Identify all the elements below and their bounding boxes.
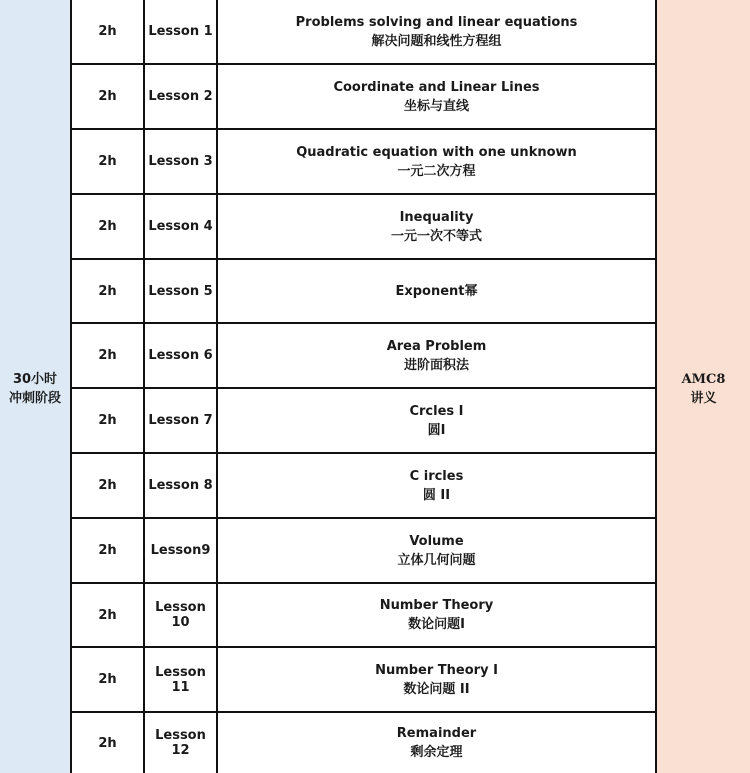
topic-title-zh: 剩余定理	[410, 745, 463, 760]
topic-title-en: Problems solving and linear equations	[295, 14, 578, 30]
hours-cell: 2h	[72, 65, 145, 128]
hours-cell: 2h	[72, 324, 145, 387]
lesson-cell: Lesson 4	[145, 195, 218, 258]
lesson-cell: Lesson 8	[145, 454, 218, 517]
topic-cell	[218, 65, 655, 128]
table-row	[72, 260, 655, 324]
material-column	[657, 0, 750, 773]
table-row	[72, 454, 655, 519]
topic-cell	[218, 130, 655, 193]
lesson-cell: Lesson 11	[145, 648, 218, 711]
hours-cell: 2h	[72, 195, 145, 258]
table-row	[72, 0, 655, 65]
hours-cell: 2h	[72, 389, 145, 452]
topic-title-zh: 进阶面积法	[403, 357, 469, 373]
stage-label-line1: 30小时	[12, 372, 58, 387]
lesson-cell: Lesson9	[145, 519, 218, 582]
lesson-cell: Lesson 12	[145, 713, 218, 773]
topic-cell	[218, 260, 655, 322]
hours-cell: 2h	[72, 584, 145, 646]
table-row	[72, 195, 655, 260]
topic-title-en: Remainder	[396, 726, 477, 741]
topic-cell	[218, 324, 655, 387]
topic-cell	[218, 648, 655, 711]
topic-cell	[218, 713, 655, 773]
topic-title-en: C ircles	[409, 468, 464, 484]
topic-title-zh: 坐标与直线	[403, 98, 469, 114]
topic-title-en: Volume	[409, 533, 464, 549]
lesson-cell: Lesson 5	[145, 260, 218, 322]
topic-title-zh: 一元一次不等式	[390, 228, 482, 244]
topic-title-zh: 数论问题I	[408, 617, 465, 632]
topic-cell	[218, 584, 655, 646]
hours-cell: 2h	[72, 260, 145, 322]
table-row	[72, 324, 655, 389]
topic-title-zh: 解决问题和线性方程组	[371, 33, 502, 49]
stage-label-line2: 冲刺阶段	[8, 391, 61, 406]
table-row	[72, 584, 655, 648]
topic-cell	[218, 519, 655, 582]
topic-title-en: Crcles I	[409, 403, 464, 419]
topic-cell	[218, 195, 655, 258]
hours-cell: 2h	[72, 713, 145, 773]
topic-cell	[218, 454, 655, 517]
table-row	[72, 130, 655, 195]
table-row	[72, 648, 655, 713]
topic-title-en: Inequality	[399, 209, 474, 225]
table-row	[72, 519, 655, 584]
hours-cell: 2h	[72, 519, 145, 582]
topic-cell	[218, 0, 655, 63]
lesson-cell: Lesson 6	[145, 324, 218, 387]
material-label-line1: AMC8	[681, 372, 726, 387]
topic-cell	[218, 389, 655, 452]
topic-title-zh: 立体几何问题	[397, 552, 476, 568]
topic-title-zh: 圆I	[427, 422, 446, 438]
topic-title-en: Area Problem	[386, 338, 487, 354]
topic-title-en: Number Theory	[379, 598, 494, 613]
table-row	[72, 65, 655, 130]
topic-title-en: Exponent幂	[395, 283, 478, 299]
lesson-cell: Lesson 3	[145, 130, 218, 193]
hours-cell: 2h	[72, 130, 145, 193]
topic-title-en: Coordinate and Linear Lines	[333, 79, 540, 95]
hours-cell: 2h	[72, 454, 145, 517]
topic-title-zh: 数论问题 II	[403, 681, 470, 697]
hours-cell: 2h	[72, 648, 145, 711]
topic-title-en: Quadratic equation with one unknown	[296, 144, 577, 160]
hours-cell: 2h	[72, 0, 145, 63]
lesson-cell: Lesson 7	[145, 389, 218, 452]
topic-title-zh: 一元二次方程	[397, 163, 476, 179]
topic-title-zh: 圆 II	[422, 487, 451, 503]
stage-column	[0, 0, 70, 773]
lesson-table	[70, 0, 657, 773]
lesson-cell: Lesson 2	[145, 65, 218, 128]
table-row	[72, 389, 655, 454]
lesson-cell: Lesson 1	[145, 0, 218, 63]
table-row	[72, 713, 655, 773]
topic-title-en: Number Theory I	[375, 662, 498, 678]
material-label	[657, 370, 750, 408]
lesson-cell: Lesson 10	[145, 584, 218, 646]
material-label-line2: 讲义	[690, 391, 717, 406]
stage-label	[0, 370, 70, 408]
